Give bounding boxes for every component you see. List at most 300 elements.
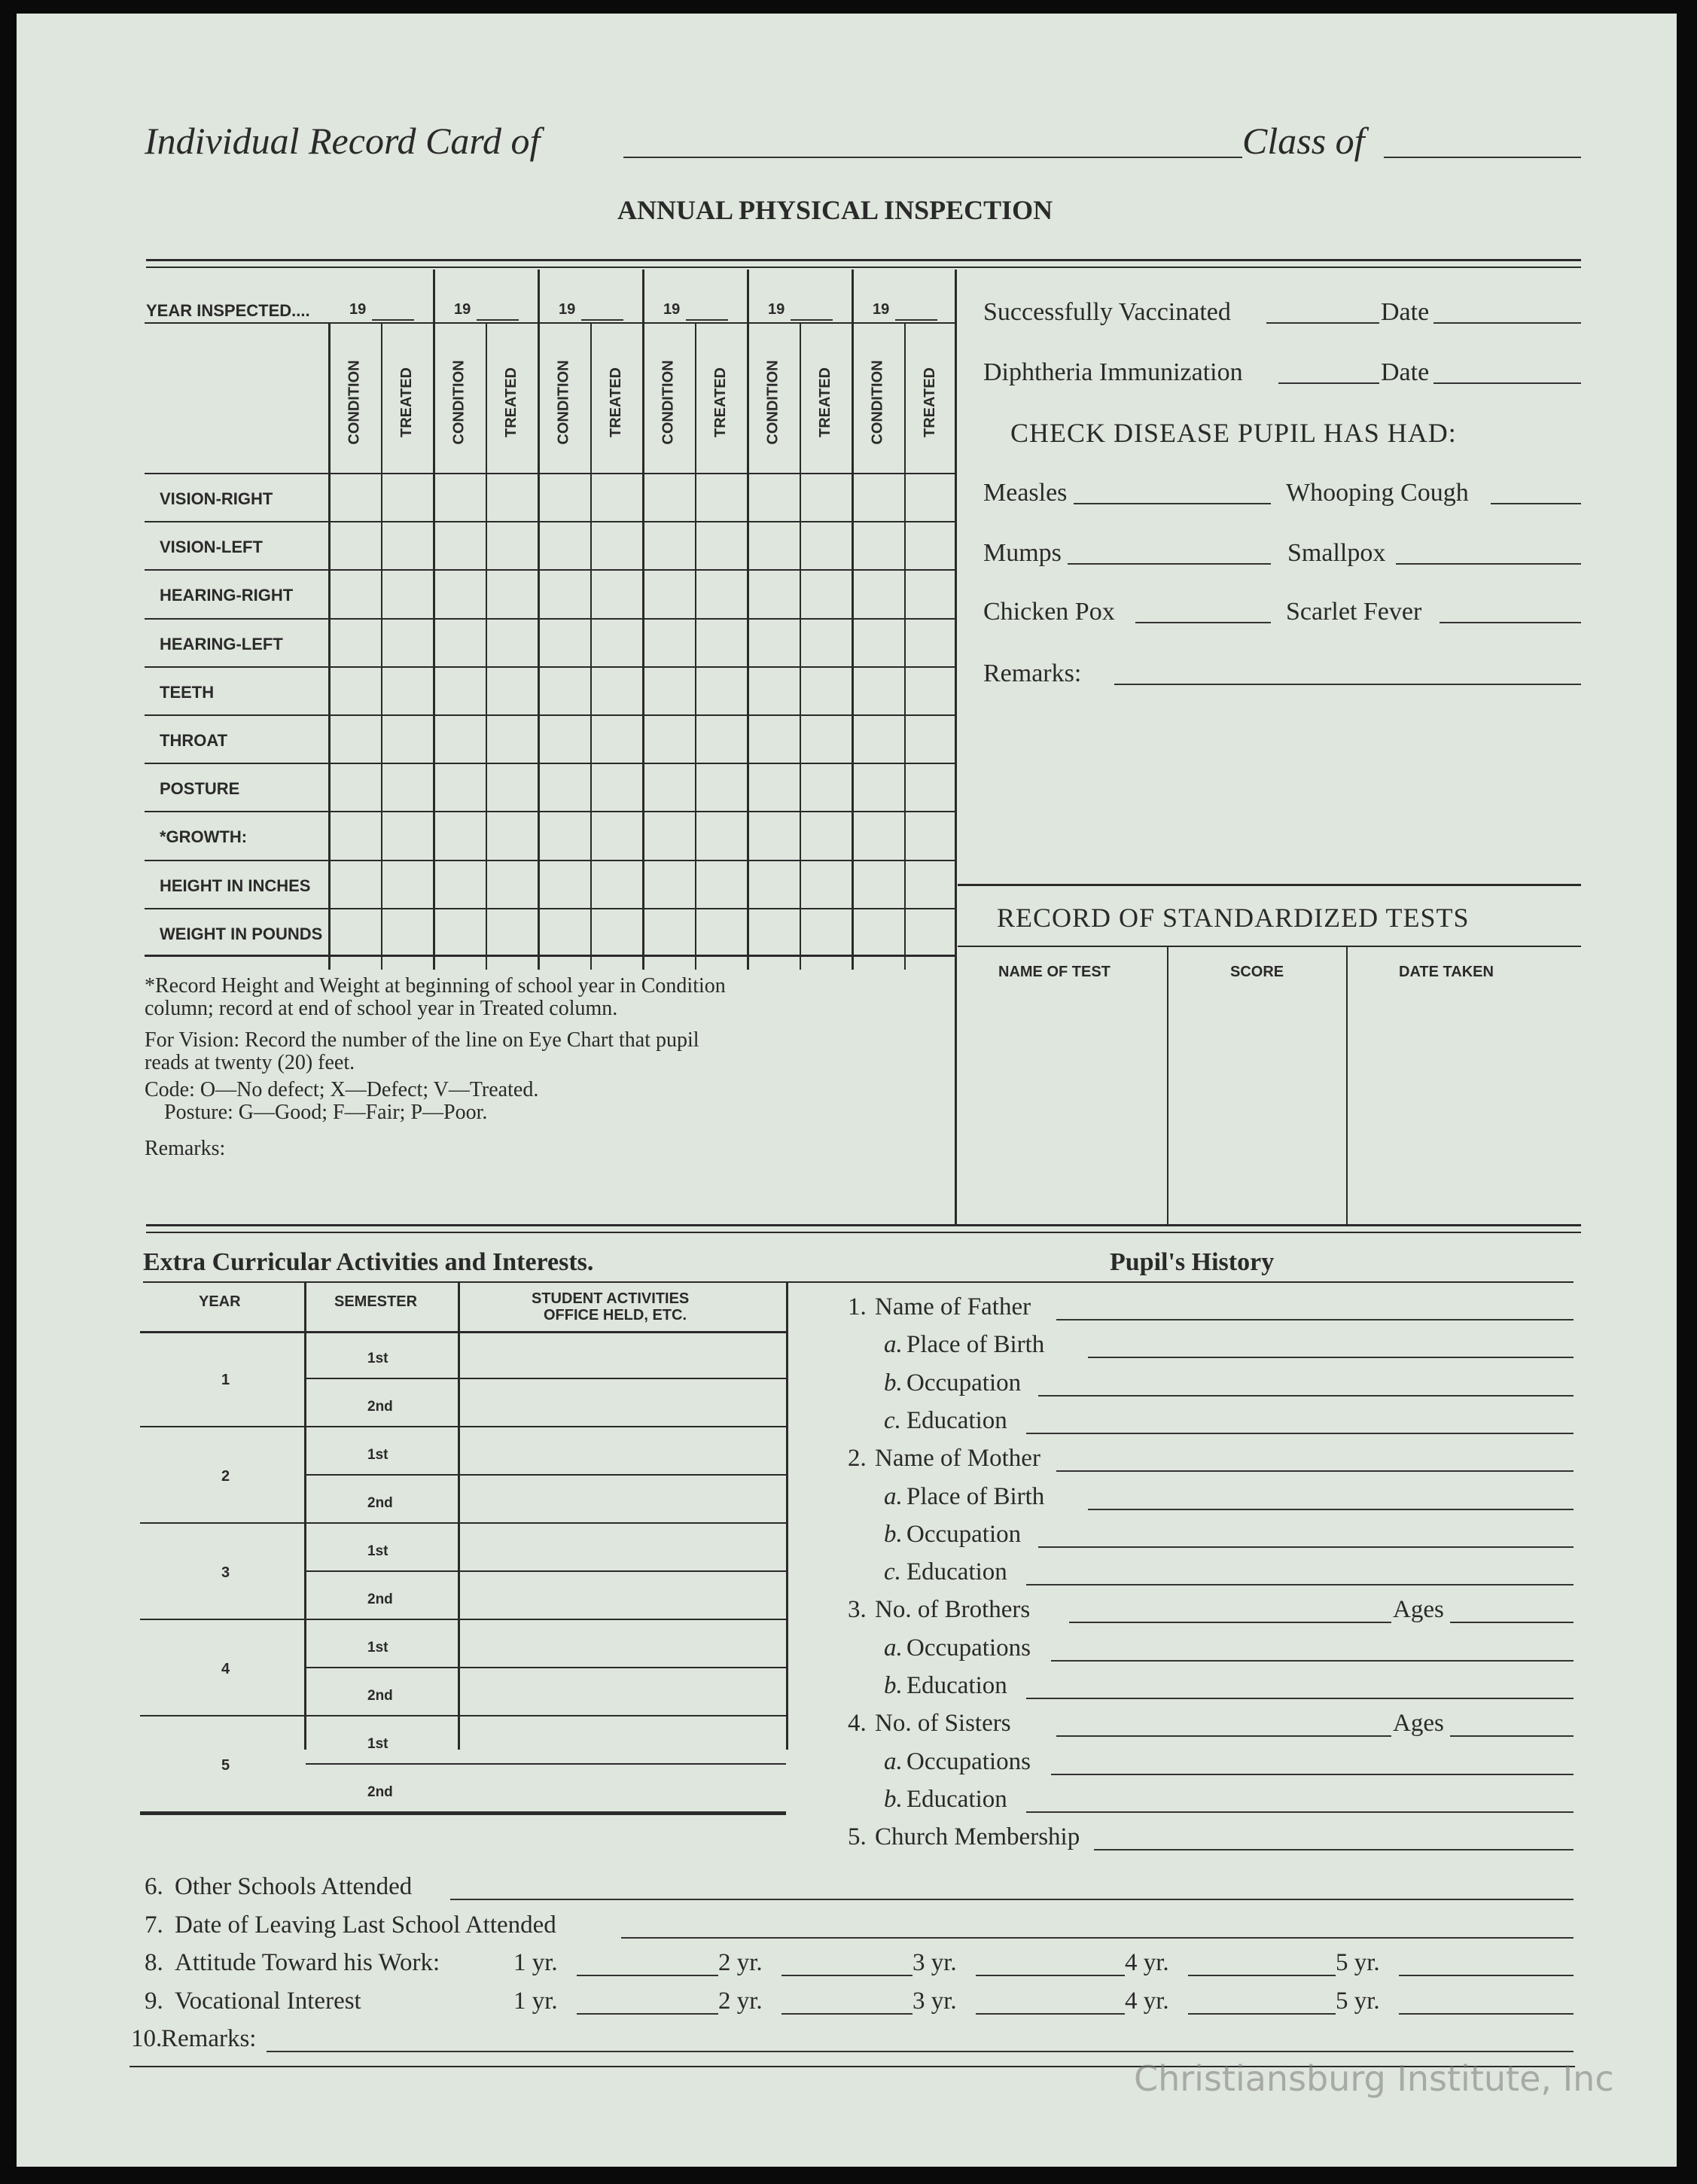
history-item-label: Church Membership xyxy=(875,1823,1080,1851)
act-divider-1 xyxy=(304,1281,306,1750)
inspection-cell[interactable] xyxy=(488,910,537,955)
vaccinated-date-line[interactable] xyxy=(1433,322,1581,324)
act-activity-cell[interactable] xyxy=(461,1719,783,1762)
col-treated-text: TREATED xyxy=(712,367,729,437)
measles-line[interactable] xyxy=(1074,503,1271,504)
whooping-cough-line[interactable] xyxy=(1491,503,1581,504)
bottom-item-num: 9. xyxy=(145,1987,163,2015)
inspection-cell[interactable] xyxy=(644,765,693,809)
history-item-label: Occupations xyxy=(906,1747,1031,1775)
act-semester-rule xyxy=(306,1763,786,1765)
inspection-cell[interactable] xyxy=(697,523,746,568)
disease-mumps: Mumps xyxy=(983,539,1062,567)
act-year-rule xyxy=(140,1522,306,1524)
year-prefix: 19 xyxy=(873,301,890,318)
act-semester-rule xyxy=(306,1426,786,1427)
inspection-cell[interactable] xyxy=(697,475,746,519)
vaccinated-date-label: Date xyxy=(1381,298,1430,326)
act-activity-cell[interactable] xyxy=(461,1479,783,1521)
inspection-cell[interactable] xyxy=(488,765,537,809)
condition-treated-divider xyxy=(904,322,906,970)
inspection-row-label: HEARING-LEFT xyxy=(160,634,283,653)
history-item-num: 4. xyxy=(848,1710,867,1738)
year-label: 1 yr. xyxy=(513,1987,558,2015)
inspection-cell[interactable] xyxy=(749,765,798,809)
year-line[interactable] xyxy=(1188,2013,1336,2015)
year-blank-line[interactable] xyxy=(686,319,728,321)
inspection-cell[interactable] xyxy=(435,862,484,906)
inspection-cell[interactable] xyxy=(540,475,589,519)
inspection-cell[interactable] xyxy=(906,862,955,906)
history-item-line[interactable] xyxy=(1094,1849,1574,1850)
inspection-cell[interactable] xyxy=(802,620,851,665)
history-item-label: Education xyxy=(906,1558,1007,1586)
health-remarks-line[interactable] xyxy=(1114,684,1581,685)
grid-row-rule xyxy=(145,811,955,812)
history-item-num: b. xyxy=(884,1520,903,1548)
inspection-cell[interactable] xyxy=(906,523,955,568)
inspection-cell[interactable] xyxy=(697,765,746,809)
bottom-item-num: 8. xyxy=(145,1949,163,1976)
inspection-cell[interactable] xyxy=(644,717,693,761)
col-treated xyxy=(908,342,953,462)
act-semester-label: 1st xyxy=(367,1351,388,1366)
year-blank-line[interactable] xyxy=(477,319,519,321)
act-year-rule xyxy=(140,1426,306,1427)
history-item-label: No. of Brothers xyxy=(875,1596,1031,1624)
year-label: 2 yr. xyxy=(718,1949,763,1976)
history-item-num: a. xyxy=(884,1482,903,1510)
inspection-cell[interactable] xyxy=(488,862,537,906)
inspection-cell[interactable] xyxy=(383,862,432,906)
inspection-cell[interactable] xyxy=(435,669,484,713)
year-line[interactable] xyxy=(781,1975,912,1976)
disease-chicken-pox: Chicken Pox xyxy=(983,598,1115,626)
inspection-cell[interactable] xyxy=(593,910,641,955)
health-remarks-label: Remarks: xyxy=(983,659,1082,687)
act-col-office: OFFICE HELD, ETC. xyxy=(544,1307,687,1323)
inspection-cell[interactable] xyxy=(854,475,903,519)
inspection-cell[interactable] xyxy=(383,475,432,519)
disease-scarlet-fever: Scarlet Fever xyxy=(1286,598,1422,626)
check-disease-heading: CHECK DISEASE PUPIL HAS HAD: xyxy=(1010,418,1457,448)
inspection-cell[interactable] xyxy=(697,669,746,713)
col-treated-text: TREATED xyxy=(817,367,833,437)
inspection-cell[interactable] xyxy=(906,717,955,761)
disease-measles: Measles xyxy=(983,479,1068,507)
history-item-line[interactable] xyxy=(1026,1584,1574,1585)
inspection-cell[interactable] xyxy=(749,475,798,519)
year-blank-line[interactable] xyxy=(791,319,833,321)
act-activity-cell[interactable] xyxy=(461,1623,783,1665)
history-item-label: Name of Mother xyxy=(875,1445,1040,1473)
vision-note-1: For Vision: Record the number of the line on Eye Chart that pupil xyxy=(145,1028,699,1052)
inspection-cell[interactable] xyxy=(435,813,484,857)
ages-line[interactable] xyxy=(1450,1622,1574,1623)
inspection-cell[interactable] xyxy=(644,813,693,857)
ages-label: Ages xyxy=(1393,1710,1444,1738)
inspection-cell[interactable] xyxy=(802,765,851,809)
inspection-cell[interactable] xyxy=(540,669,589,713)
tests-divider-2 xyxy=(1346,947,1348,1224)
bottom-item-label: Vocational Interest xyxy=(175,1987,361,2015)
vaccinated-line[interactable] xyxy=(1266,322,1379,324)
inspection-cell[interactable] xyxy=(749,862,798,906)
col-condition xyxy=(751,342,796,462)
history-item-line[interactable] xyxy=(1056,1735,1391,1737)
col-condition-text: CONDITION xyxy=(764,359,781,445)
inspection-cell[interactable] xyxy=(488,813,537,857)
history-item-label: Education xyxy=(906,1785,1007,1813)
inspection-cell[interactable] xyxy=(697,813,746,857)
inspection-cell[interactable] xyxy=(644,669,693,713)
inspection-cell[interactable] xyxy=(749,523,798,568)
middle-rule xyxy=(146,1224,1581,1226)
ages-line[interactable] xyxy=(1450,1735,1574,1737)
year-prefix: 19 xyxy=(768,301,785,318)
col-treated xyxy=(803,342,848,462)
inspection-cell[interactable] xyxy=(644,571,693,616)
inspection-cell[interactable] xyxy=(593,717,641,761)
inspection-cell[interactable] xyxy=(435,717,484,761)
year-label: 5 yr. xyxy=(1336,1949,1380,1976)
inspection-cell[interactable] xyxy=(383,523,432,568)
vaccinated-label: Successfully Vaccinated xyxy=(983,298,1231,326)
history-item-num: b. xyxy=(884,1672,903,1699)
condition-treated-divider xyxy=(381,322,382,970)
inspection-cell[interactable] xyxy=(802,862,851,906)
year-blank-line[interactable] xyxy=(581,319,623,321)
inspection-cell[interactable] xyxy=(488,571,537,616)
inspection-cell[interactable] xyxy=(749,620,798,665)
inspection-cell[interactable] xyxy=(488,620,537,665)
col-treated xyxy=(489,342,535,462)
history-item-num: 3. xyxy=(848,1596,867,1624)
history-item-line[interactable] xyxy=(1026,1433,1574,1434)
inspection-cell[interactable] xyxy=(540,571,589,616)
history-item-line[interactable] xyxy=(1088,1357,1574,1358)
inspection-cell[interactable] xyxy=(331,669,379,713)
history-item-line[interactable] xyxy=(1069,1622,1392,1623)
act-semester-label: 2nd xyxy=(367,1399,393,1415)
inspection-cell[interactable] xyxy=(593,862,641,906)
year-line[interactable] xyxy=(577,1975,718,1976)
diphtheria-label: Diphtheria Immunization xyxy=(983,358,1243,386)
col-treated xyxy=(385,342,430,462)
inspection-cell[interactable] xyxy=(749,669,798,713)
top-rule xyxy=(146,259,1581,261)
inspection-cell[interactable] xyxy=(540,765,589,809)
inspection-cell[interactable] xyxy=(802,669,851,713)
col-condition-text: CONDITION xyxy=(346,359,363,445)
inspection-cell[interactable] xyxy=(331,571,379,616)
inspection-cell[interactable] xyxy=(644,523,693,568)
inspection-cell[interactable] xyxy=(331,620,379,665)
inspection-cell[interactable] xyxy=(854,910,903,955)
act-year-label: 2 xyxy=(221,1468,230,1485)
inspection-cell[interactable] xyxy=(593,475,641,519)
inspection-cell[interactable] xyxy=(435,620,484,665)
year-line[interactable] xyxy=(1399,1975,1574,1976)
record-card xyxy=(17,14,1677,2167)
inspection-cell[interactable] xyxy=(331,813,379,857)
history-item-label: Education xyxy=(906,1672,1007,1699)
year-prefix: 19 xyxy=(349,301,367,318)
inspection-cell[interactable] xyxy=(802,910,851,955)
inspection-cell[interactable] xyxy=(540,717,589,761)
year-line[interactable] xyxy=(976,1975,1125,1976)
inspection-row-label: *GROWTH: xyxy=(160,827,248,847)
bottom-item-num: 10. xyxy=(131,2025,163,2052)
inspection-cell[interactable] xyxy=(644,475,693,519)
watermark: Christiansburg Institute, Inc xyxy=(1134,2058,1614,2099)
history-item-line[interactable] xyxy=(1051,1660,1574,1662)
act-semester-rule xyxy=(306,1522,786,1524)
inspection-cell[interactable] xyxy=(854,571,903,616)
inspection-cell[interactable] xyxy=(802,813,851,857)
inspection-row-label: VISION-LEFT xyxy=(160,538,263,557)
inspection-cell[interactable] xyxy=(749,717,798,761)
column-divider xyxy=(955,270,957,1224)
history-item-label: Name of Father xyxy=(875,1293,1031,1320)
history-item-line[interactable] xyxy=(1038,1546,1574,1548)
inspection-cell[interactable] xyxy=(435,571,484,616)
act-col-semester: SEMESTER xyxy=(334,1293,418,1310)
year-row-rule xyxy=(145,322,955,324)
inspection-cell[interactable] xyxy=(383,571,432,616)
inspection-cell[interactable] xyxy=(749,910,798,955)
year-label: 3 yr. xyxy=(912,1987,957,2015)
col-treated xyxy=(594,342,639,462)
inspection-cell[interactable] xyxy=(906,813,955,857)
inspection-cell[interactable] xyxy=(331,717,379,761)
inspection-row-label: TEETH xyxy=(160,682,215,702)
history-item-num: 2. xyxy=(848,1445,867,1473)
year-label: 2 yr. xyxy=(718,1987,763,2015)
bottom-item-num: 6. xyxy=(145,1873,163,1900)
top-rule-2 xyxy=(146,267,1581,268)
year-blank-line[interactable] xyxy=(372,319,414,321)
tests-heading: RECORD OF STANDARDIZED TESTS xyxy=(997,903,1470,933)
col-condition xyxy=(855,342,900,462)
inspection-cell[interactable] xyxy=(331,765,379,809)
inspection-row-label: VISION-RIGHT xyxy=(160,489,273,508)
year-blank-line[interactable] xyxy=(895,319,937,321)
history-item-num: 5. xyxy=(848,1823,867,1851)
inspection-cell[interactable] xyxy=(593,765,641,809)
col-treated-text: TREATED xyxy=(608,367,624,437)
history-item-label: Occupation xyxy=(906,1520,1022,1548)
inspection-cell[interactable] xyxy=(906,765,955,809)
inspection-cell[interactable] xyxy=(383,813,432,857)
inspection-cell[interactable] xyxy=(593,620,641,665)
history-item-label: Occupations xyxy=(906,1634,1031,1662)
code-line: Code: O—No defect; X—Defect; V—Treated. xyxy=(145,1078,539,1101)
inspection-cell[interactable] xyxy=(644,862,693,906)
bottom-item-line[interactable] xyxy=(450,1899,1574,1900)
inspection-cell[interactable] xyxy=(854,669,903,713)
history-item-line[interactable] xyxy=(1056,1470,1574,1472)
act-activity-cell[interactable] xyxy=(461,1768,783,1810)
history-item-num: c. xyxy=(884,1558,901,1586)
inspection-cell[interactable] xyxy=(593,571,641,616)
act-activity-cell[interactable] xyxy=(461,1430,783,1473)
act-activity-cell[interactable] xyxy=(461,1671,783,1713)
activities-heading: Extra Curricular Activities and Interests. xyxy=(143,1248,594,1276)
col-treated xyxy=(699,342,744,462)
inspection-cell[interactable] xyxy=(749,571,798,616)
inspection-cell[interactable] xyxy=(488,475,537,519)
bottom-item-line[interactable] xyxy=(621,1937,1574,1939)
history-item-line[interactable] xyxy=(1026,1698,1574,1699)
page-subtitle: ANNUAL PHYSICAL INSPECTION xyxy=(617,195,1053,225)
year-prefix: 19 xyxy=(663,301,681,318)
inspection-cell[interactable] xyxy=(383,765,432,809)
inspection-cell[interactable] xyxy=(697,717,746,761)
diphtheria-line[interactable] xyxy=(1278,382,1379,384)
history-item-line[interactable] xyxy=(1026,1811,1574,1813)
condition-treated-divider xyxy=(590,322,592,970)
act-semester-rule xyxy=(306,1570,786,1572)
act-semester-rule xyxy=(306,1474,786,1476)
inspection-cell[interactable] xyxy=(854,765,903,809)
inspection-cell[interactable] xyxy=(383,620,432,665)
inspection-cell[interactable] xyxy=(435,910,484,955)
tests-col-date: DATE TAKEN xyxy=(1399,964,1494,980)
scarlet-fever-line[interactable] xyxy=(1440,622,1581,623)
history-item-line[interactable] xyxy=(1038,1395,1574,1397)
year-line[interactable] xyxy=(577,2013,718,2015)
inspection-cell[interactable] xyxy=(488,523,537,568)
inspection-cell[interactable] xyxy=(593,523,641,568)
inspection-cell[interactable] xyxy=(488,669,537,713)
act-semester-label: 1st xyxy=(367,1640,388,1656)
year-label: 4 yr. xyxy=(1125,1987,1169,2015)
year-line[interactable] xyxy=(976,2013,1125,2015)
inspection-cell[interactable] xyxy=(802,523,851,568)
inspection-cell[interactable] xyxy=(906,571,955,616)
year-prefix: 19 xyxy=(454,301,471,318)
year-label: 4 yr. xyxy=(1125,1949,1169,1976)
inspection-cell[interactable] xyxy=(644,620,693,665)
inspection-cell[interactable] xyxy=(802,475,851,519)
inspection-cell[interactable] xyxy=(644,910,693,955)
year-line[interactable] xyxy=(1399,2013,1574,2015)
inspection-cell[interactable] xyxy=(854,813,903,857)
smallpox-line[interactable] xyxy=(1396,563,1581,565)
inspection-cell[interactable] xyxy=(802,571,851,616)
history-item-num: 1. xyxy=(848,1293,867,1320)
act-year-label: 3 xyxy=(221,1564,230,1581)
inspection-cell[interactable] xyxy=(906,475,955,519)
act-year-label: 5 xyxy=(221,1757,230,1774)
chicken-pox-line[interactable] xyxy=(1135,622,1271,623)
act-bottom-rule xyxy=(140,1813,786,1815)
year-line[interactable] xyxy=(781,2013,912,2015)
inspection-cell[interactable] xyxy=(331,523,379,568)
diphtheria-date-line[interactable] xyxy=(1433,382,1581,384)
history-item-line[interactable] xyxy=(1056,1319,1574,1320)
act-semester-label: 2nd xyxy=(367,1784,393,1800)
act-divider-2 xyxy=(458,1281,460,1750)
history-item-line[interactable] xyxy=(1051,1774,1574,1775)
inspection-cell[interactable] xyxy=(593,669,641,713)
inspection-cell[interactable] xyxy=(593,813,641,857)
inspection-cell[interactable] xyxy=(906,669,955,713)
inspection-cell[interactable] xyxy=(435,765,484,809)
act-activity-cell[interactable] xyxy=(461,1527,783,1569)
col-condition-text: CONDITION xyxy=(660,359,677,445)
inspection-cell[interactable] xyxy=(540,620,589,665)
history-item-label: Place of Birth xyxy=(906,1331,1045,1359)
year-label: 1 yr. xyxy=(513,1949,558,1976)
name-line[interactable] xyxy=(623,157,1242,158)
inspection-cell[interactable] xyxy=(540,813,589,857)
act-activity-cell[interactable] xyxy=(461,1334,783,1376)
inspection-cell[interactable] xyxy=(854,620,903,665)
inspection-row-label: POSTURE xyxy=(160,779,240,799)
inspection-cell[interactable] xyxy=(697,910,746,955)
act-activity-cell[interactable] xyxy=(461,1575,783,1617)
inspection-cell[interactable] xyxy=(802,717,851,761)
year-line[interactable] xyxy=(1188,1975,1336,1976)
inspection-cell[interactable] xyxy=(697,620,746,665)
inspection-cell[interactable] xyxy=(854,862,903,906)
tests-header-rule xyxy=(958,946,1581,947)
inspection-cell[interactable] xyxy=(540,523,589,568)
inspection-cell[interactable] xyxy=(540,862,589,906)
inspection-cell[interactable] xyxy=(488,717,537,761)
mumps-line[interactable] xyxy=(1068,563,1271,565)
inspection-cell[interactable] xyxy=(540,910,589,955)
inspection-cell[interactable] xyxy=(331,910,379,955)
growth-note-1: *Record Height and Weight at beginning of school year in Condition xyxy=(145,974,726,998)
year-inspected-label: YEAR INSPECTED.... xyxy=(146,301,310,320)
act-activity-cell[interactable] xyxy=(461,1382,783,1424)
history-item-line[interactable] xyxy=(1088,1509,1574,1510)
inspection-cell[interactable] xyxy=(383,910,432,955)
act-semester-rule xyxy=(306,1715,786,1716)
col-treated-text: TREATED xyxy=(398,367,415,437)
ages-label: Ages xyxy=(1393,1596,1444,1624)
inspection-cell[interactable] xyxy=(697,862,746,906)
inspection-cell[interactable] xyxy=(331,475,379,519)
class-line[interactable] xyxy=(1384,157,1581,158)
inspection-cell[interactable] xyxy=(854,523,903,568)
inspection-cell[interactable] xyxy=(435,475,484,519)
activities-rule xyxy=(143,1281,1574,1283)
growth-note-2: column; record at end of school year in Treated column. xyxy=(145,997,618,1020)
bottom-item-line[interactable] xyxy=(267,2051,1574,2052)
grid-row-rule xyxy=(145,908,955,909)
inspection-cell[interactable] xyxy=(906,620,955,665)
inspection-cell[interactable] xyxy=(697,571,746,616)
col-condition-text: CONDITION xyxy=(869,359,886,445)
history-item-num: b. xyxy=(884,1369,903,1397)
inspection-cell[interactable] xyxy=(383,717,432,761)
inspection-cell[interactable] xyxy=(435,523,484,568)
col-treated-text: TREATED xyxy=(503,367,519,437)
year-label: 5 yr. xyxy=(1336,1987,1380,2015)
inspection-cell[interactable] xyxy=(906,910,955,955)
inspection-cell[interactable] xyxy=(749,813,798,857)
tests-col-name: NAME OF TEST xyxy=(998,964,1111,980)
grid-row-rule xyxy=(145,521,955,522)
inspection-cell[interactable] xyxy=(854,717,903,761)
inspection-cell[interactable] xyxy=(383,669,432,713)
inspection-cell[interactable] xyxy=(331,862,379,906)
act-semester-label: 2nd xyxy=(367,1688,393,1704)
